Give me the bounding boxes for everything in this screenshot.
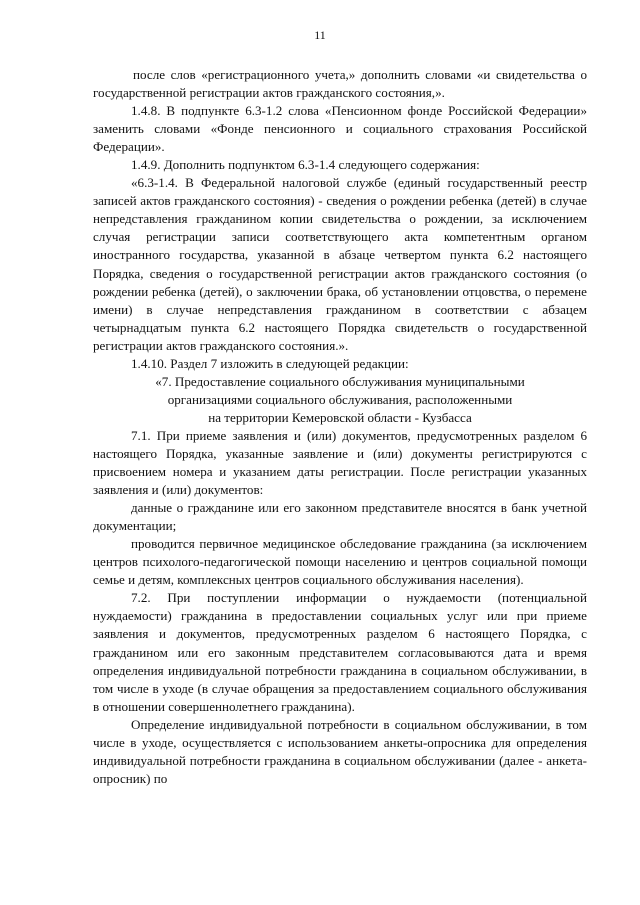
paragraph-medical-exam: проводится первичное медицинское обследование гражданина (за исключением центров психолого-педагогической помощи населению и центров социальной помощи семье и детям, комплексных центров социального обслуживания населения). — [93, 536, 587, 588]
paragraph-1-4-9: 1.4.9. Дополнить подпунктом 6.3-1.4 следующего содержания: — [131, 157, 480, 173]
paragraph-7-2: 7.2. При поступлении информации о нуждаемости (потенциальной нуждаемости) гражданина в предоставлении социальных услуг или при приеме заявления и документов, предусмотренных разделом 6 настоящего Порядка, с гражданином или его законным представителем согласовываются дата и время определения индивидуальной потребности гражданина в социальном обслуживании, в том числе в уходе (в случае обращения за предоставлением социального обслуживания в отношении совершеннолетнего гражданина). — [93, 590, 587, 714]
section-heading-line-2: организациями социального обслуживания, расположенными — [167, 391, 513, 407]
paragraph-continuation: после слов «регистрационного учета,» дополнить словами «и свидетельства о государственной регистрации актов гражданского состояния,». — [93, 67, 587, 101]
paragraph-6-3-1-4: «6.3-1.4. В Федеральной налоговой службе (единый государственный реестр записей актов гражданского состояния) - сведения о рождении ребенка (детей) в случае непредставления гражданином копии свидетельства о рождении, за исключением случая регистрации записи соответствующего акта компетентным органом иностранного государства, указанной в абзаце четвертом пункта 6.2 настоящего Порядка, сведения о государственной регистрации актов гражданского состояния (о рождении ребенка (детей), о заключении брака, об установлении отцовства, о перемене имени) в случае непредставления гражданином в соответствии с абзацем четырнадцатым пункта 6.2 настоящего Порядка свидетельств о государственной регистрации актов гражданского состояния.». — [93, 175, 587, 353]
paragraph-7-1: 7.1. При приеме заявления и (или) документов, предусмотренных разделом 6 настоящего Порядка, указанные заявление и (или) документы регистрируются с присвоением номера и указанием даты регистрации. После регистрации указанных заявления и (или) документов: — [93, 427, 587, 498]
paragraph-1-4-10: 1.4.10. Раздел 7 изложить в следующей редакции: — [131, 355, 409, 371]
section-heading-line-3: на территории Кемеровской области - Кузбасса — [208, 409, 472, 425]
paragraph-bank-data: данные о гражданине или его законном представителе вносятся в банк учетной документации; — [93, 500, 587, 534]
document-body — [93, 66, 587, 788]
paragraph-needs-assessment: Определение индивидуальной потребности в социальном обслуживании, в том числе в уходе, осуществляется с использованием анкеты-опросника для определения индивидуальной потребности гражданина в социальном обслуживании (далее - анкета-опросник) по — [93, 716, 587, 786]
page-number: 11 — [314, 28, 326, 42]
section-heading-line-1: «7. Предоставление социального обслуживания муниципальными — [155, 373, 525, 389]
paragraph-1-4-8: 1.4.8. В подпункте 6.3-1.2 слова «Пенсионном фонде Российской Федерации» заменить словами «Фонде пенсионного и социального страхования Российской Федерации». — [93, 103, 587, 155]
